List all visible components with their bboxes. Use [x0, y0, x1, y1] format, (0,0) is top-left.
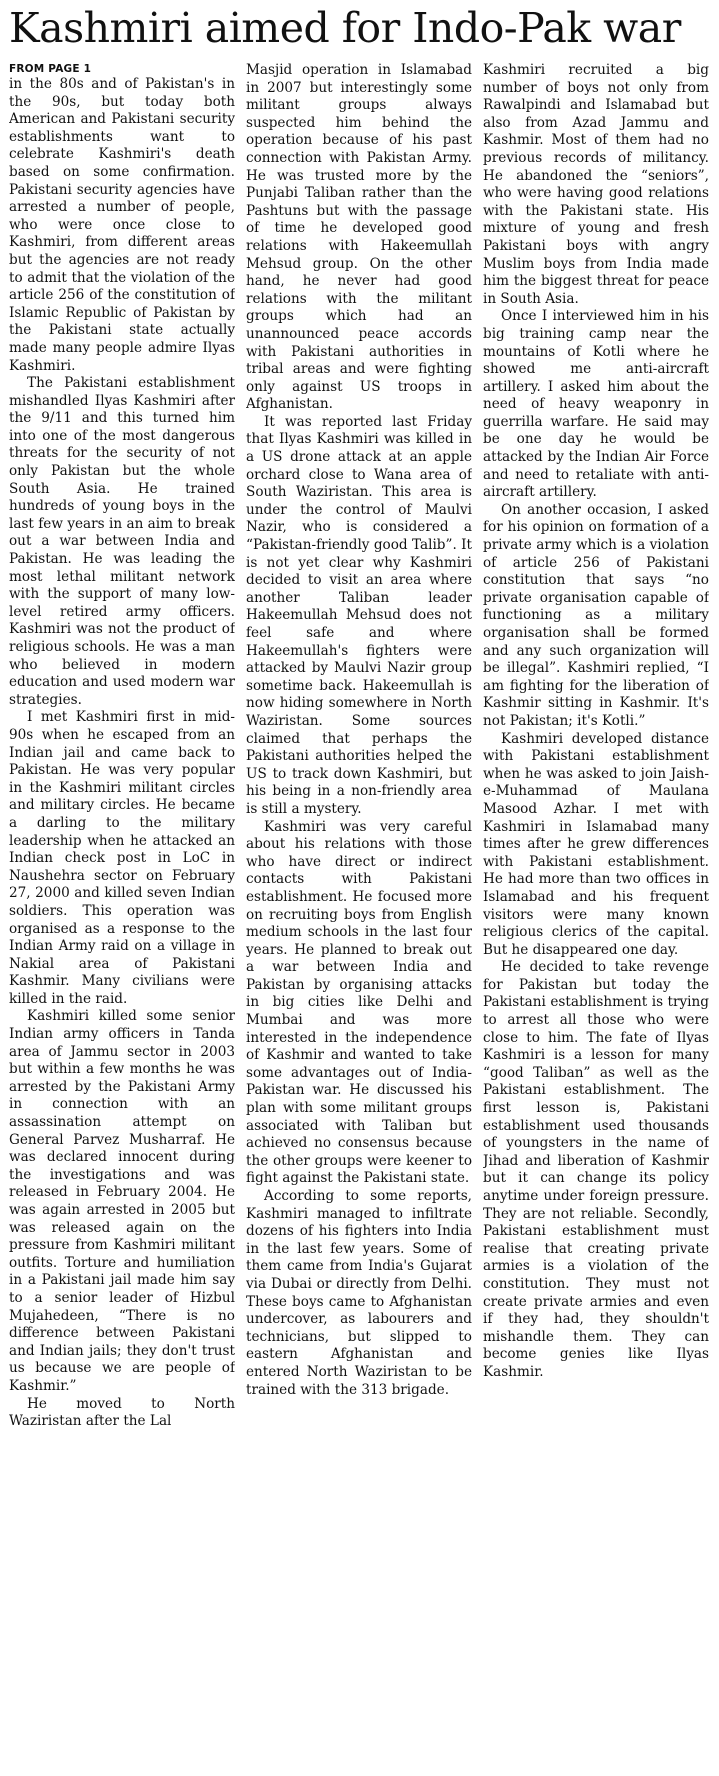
paragraph: Masjid operation in Islamabad in 2007 but interestingly some militant groups always suspected him behind the operation because of his past connection with Pakistan Army. He was trusted more by the Punjabi Taliban rather than the Pashtuns but with the passage of time he developed good relations with Hakeemullah Mehsud group. On the other hand, he never had good relations with the militant groups which had an unannounced peace accords with Pakistani authorities in tribal areas and were fighting only against US troops in Afghanistan.	[246, 62, 472, 413]
paragraph: in the 80s and of Pakistan's in the 90s, but today both American and Pakistani security establishments want to celebrate Kashmiri's death based on some confirmation. Pakistani security agencies have arrested a number of people, who were once close to Kashmiri, from different areas but the agencies are not ready to admit that the violation of the article 256 of the constitution of Islamic Republic of Pakistan by the Pakistani state actually made many people admire Ilyas Kashmiri.	[9, 76, 235, 374]
paragraph: The Pakistani establishment mishandled Ilyas Kashmiri after the 9/11 and this turned him into one of the most dangerous threats for the security of not only Pakistan but the whole South Asia. He trained hundreds of young boys in the last few years in an aim to break out a war between India and Pakistan. He was leading the most lethal militant network with the support of many low-level retired army officers. Kashmiri was not the product of religious schools. He was a man who believed in modern education and used modern war strategies.	[9, 375, 235, 708]
paragraph: It was reported last Friday that Ilyas Kashmiri was killed in a US drone attack at an apple orchard close to Wana area of South Waziristan. This area is under the control of Maulvi Nazir, who is considered a “Pakistan-friendly good Talib”. It is not yet clear why Kashmiri decided to visit an area where another Taliban leader Hakeemullah Mehsud does not feel safe and where Hakeemullah's fighters were attacked by Maulvi Nazir group sometime back. Hakeemullah is now hiding somewhere in North Waziristan. Some sources claimed that perhaps the Pakistani authorities helped the US to track down Kashmiri, but his being in a non-friendly area is still a mystery.	[246, 413, 472, 817]
paragraph: Kashmiri was very careful about his relations with those who have direct or indirect contacts with Pakistani establishment. He focused more on recruiting boys from English medium schools in the last four years. He planned to break out a war between India and Pakistan by organising attacks in big cities like Delhi and Mumbai and was more interested in the independence of Kashmir and wanted to take some advantages out of India-Pakistan war. He discussed his plan with some militant groups associated with Taliban but achieved no consensus because the other groups were keener to fight against the Pakistani state.	[246, 818, 472, 1187]
paragraph: According to some reports, Kashmiri managed to infiltrate dozens of his fighters into India in the last few years. Some of them came from India's Gujarat via Dubai or directly from Delhi. These boys came to Afghanistan undercover, as labourers and technicians, but slipped to eastern Afghanistan and entered North Waziristan to be trained with the 313 brigade.	[246, 1188, 472, 1398]
paragraph: Once I interviewed him in his big training camp near the mountains of Kotli where he showed me anti-aircraft artillery. I asked him about the need of heavy weaponry in guerrilla warfare. He said may be one day he would be attacked by the Indian Air Force and need to retaliate with anti-aircraft artillery.	[483, 308, 709, 501]
paragraph: Kashmiri killed some senior Indian army officers in Tanda area of Jammu sector in 2003 but within a few months he was arrested by the Pakistani Army in connection with an assassination attempt on General Parvez Musharraf. He was declared innocent during the investigations and was released in February 2004. He was again arrested in 2005 but was released again on the pressure from Kashmiri militant outfits. Torture and humiliation in a Pakistani jail made him say to a senior leader of Hizbul Mujahedeen, “There is no difference between Pakistani and Indian jails; they don't trust us because we are people of Kashmir.”	[9, 1008, 235, 1394]
column-1	[9, 62, 235, 1766]
jump-label: FROM PAGE 1	[9, 63, 92, 75]
article-body	[9, 62, 711, 1766]
paragraph: Kashmiri developed distance with Pakistani establishment when he was asked to join Jaish-e-Muhammad of Maulana Masood Azhar. I met with Kashmiri in Islamabad many times after he grew differences with Pakistani establishment. He had more than two offices in Islamabad and his frequent visitors were many known religious clerics of the capital. But he disappeared one day.	[483, 730, 709, 958]
paragraph: On another occasion, I asked for his opinion on formation of a private army which is a violation of article 256 of Pakistani constitution that says “no private organisation capable of functioning as a military organisation shall be formed and any such organization will be illegal”. Kashmiri replied, “I am fighting for the liberation of Kashmir sitting in Kashmir. It's not Pakistan; it's Kotli.”	[483, 501, 709, 729]
paragraph: He moved to North Waziristan after the Lal	[9, 1395, 235, 1430]
paragraph: I met Kashmiri first in mid-90s when he escaped from an Indian jail and came back to Pakistan. He was very popular in the Kashmiri militant circles and military circles. He became a darling to the military leadership when he attacked an Indian check post in LoC in Naushehra sector on February 27, 2000 and killed seven Indian soldiers. This operation was organised as a response to the Indian Army raid on a village in Nakial area of Pakistani Kashmir. Many civilians were killed in the raid.	[9, 709, 235, 1007]
headline: Kashmiri aimed for Indo-Pak war	[9, 4, 681, 52]
column-3	[483, 62, 709, 1766]
paragraph: Kashmiri recruited a big number of boys not only from Rawalpindi and Islamabad but also from Azad Jammu and Kashmir. Most of them had no previous records of militancy. He abandoned the “seniors”, who were having good relations with the Pakistani state. His mixture of young and fresh Pakistani boys with angry Muslim boys from India made him the biggest threat for peace in South Asia.	[483, 62, 709, 307]
paragraph: He decided to take revenge for Pakistan but today the Pakistani establishment is trying to arrest all those who were close to him. The fate of Ilyas Kashmiri is a lesson for many “good Taliban” as well as the Pakistani establishment. The first lesson is, Pakistani establishment used thousands of youngsters in the name of Jihad and liberation of Kashmir but it can change its policy anytime under foreign pressure. They are not reliable. Secondly, Pakistani establishment must realise that creating private armies is a violation of the constitution. They must not create private armies and even if they had, they shouldn't mishandle them. They can become genies like Ilyas Kashmir.	[483, 959, 709, 1380]
column-2	[246, 62, 472, 1766]
